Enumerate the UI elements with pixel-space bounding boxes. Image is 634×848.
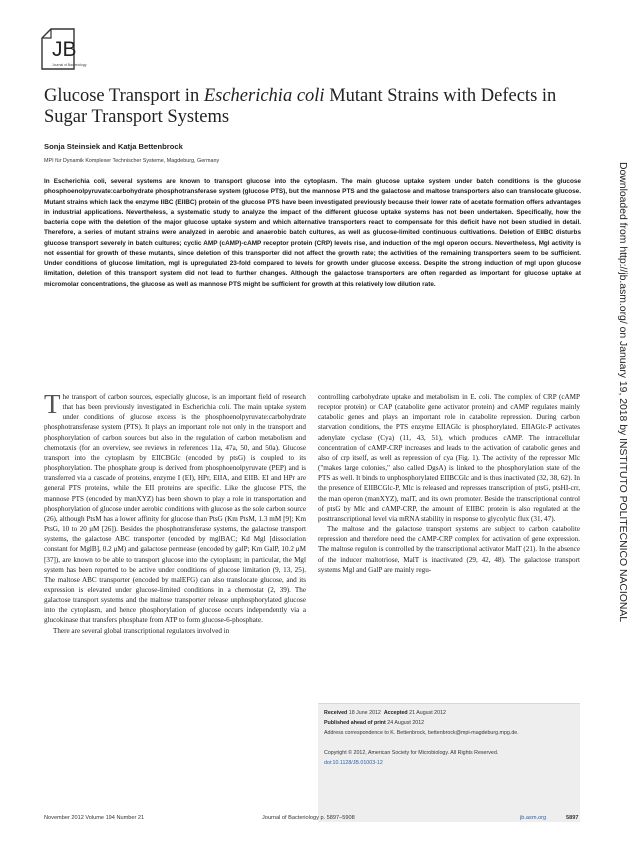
footer-page-number: 5897 [566, 815, 579, 821]
dates-row: Received 18 June 2012 Accepted 21 August 2012 [324, 710, 446, 716]
body-paragraph-2: The maltose and the galactose transport systems are subject to carbon catabolite repression and therefore need the cAMP-CRP complex for activation of gene expression. The maltose regulon is controlled by the transcriptional activator MalT (21). In the absence of the inducer maltotriose, MalT is inactivated (29, 42, 48). The galactose transport systems Mgl and GalP are mainly regu- [318, 525, 580, 574]
published-row: Published ahead of print 24 August 2012 [324, 720, 425, 726]
article-info-box [318, 703, 580, 822]
download-watermark-text: Downloaded from http://jb.asm.org/ on January 19, 2018 by INSTITUTO POLITECNICO NACIONAL [617, 162, 628, 623]
doi-link[interactable]: doi:10.1128/JB.01003-12 [324, 760, 383, 766]
author-list: Sonja Steinsiek and Katja Bettenbrock [44, 142, 183, 151]
intro-paragraph-1: The transport of carbon sources, especially glucose, is an important field of research that has been previously investigated in Escherichia coli. The main uptake system under conditions of glucose excess is the phosphoenolpyruvate:carbohydrate phosphotransferase system (PTS). It plays an important role not only in the transport and phosphorylation of carbon sources but also in the regulation of carbon metabolism and chemotaxis (for an overview, see reviews in references 11a, 47a, 50, and 50a). Glucose transport into the cytoplasm by EIICBGlc (encoded by ptsG) is coupled to its phosphorylation. The phosphate group is derived from phosphoenolpyruvate (PEP) and is transferred via a cascade of proteins, enzyme I (EI), HPr, EIIA, and EIIB. EI and HPr are general PTS proteins, while the EII proteins are specific. Like the glucose PTS, the mannose PTS (encoded by manXYZ) has been shown to play a role in transportation and phosphorylation of glucose under aerobic conditions with glucose as the sole carbon source (26), although PtsM has a lower affinity for glucose than PtsG (Km PtsM, 1.3 mM [9]; Km PtsG, 10 to 20 μM [26]). Besides the phosphotransferase systems, the galactose transport systems, the galactose ABC transporter (encoded by mglBAC; Kd Mgl [dissociation constant for MglB], 0.2 μM) and galactose permease (encoded by galP; Km GalP, 10.2 μM [37]), are known to be able to transport glucose into the cytoplasm; in particular, the Mgl system has been reported to be active under conditions of glucose limitation (9, 13, 25). The maltose ABC transporter (encoded by malEFG) can also translocate glucose, and its expression is elevated under glucose-limited conditions in a chemostat (2, 39). The galactose transport systems and the maltose transporter release unphosphorylated glucose into the cytoplasm, and hence phosphorylation of glucose occurs independently via a glucokinase that transfers phosphate from ATP to form glucose-6-phosphate. [44, 389, 306, 625]
download-watermark [616, 162, 630, 784]
journal-logo-subtext: Journal of Bacteriology [52, 63, 87, 67]
drop-cap: T [44, 389, 61, 419]
intro-paragraph-2: There are several global transcriptional regulators involved in [53, 626, 230, 635]
footer-issue: November 2012 Volume 194 Number 21 [44, 815, 145, 821]
footer-url[interactable]: jb.asm.org [520, 815, 547, 821]
affiliation: MPI für Dynamik Komplexer Technischer Systeme, Magdeburg, Germany [44, 158, 220, 164]
body-column-right [318, 392, 580, 575]
article-title: Glucose Transport in Escherichia coli Mutant Strains with Defects in Sugar Transport Systems [44, 86, 557, 127]
body-column-left [44, 389, 306, 636]
footer-journal: Journal of Bacteriology p. 5897–5908 [262, 815, 355, 821]
journal-logo-text: JB [52, 38, 77, 61]
abstract: In Escherichia coli, several systems are known to transport glucose into the cytoplasm. The main glucose uptake system under batch conditions is the glucose phosphoenolpyruvate:carbohydrate phosphotransferase system (glucose PTS), but the mannose PTS and the galactose and maltose transporters also can translocate glucose. Mutant strains which lack the enzyme IIBC (EIIBC) protein of the glucose PTS have been investigated previously because their lower rate of acetate formation offers advantages in industrial applications. Nevertheless, a systematic study to analyze the impact of the different glucose uptake systems has not been undertaken. Specifically, how the bacteria cope with the deletion of the major glucose uptake system and which alternative transporters react to compensate for this deficit have not been studied in detail. Therefore, a series of mutant strains were analyzed in aerobic and anaerobic batch cultures, as well as glucose-limited continuous cultivations. Deletion of EIIBC disturbs glucose transport severely in batch cultures; cyclic AMP (cAMP)-cAMP receptor protein (CRP) levels rise, and induction of the mgl operon occurs. Nevertheless, Mgl activity is not essential for growth of these mutants, since deletion of this transporter did not affect the growth rate; the activities of the remaining transporters seem to be sufficient. Under conditions of glucose limitation, mgl is upregulated 23-fold compared to levels for growth under glucose excess. Despite the strong induction of mgl upon glucose limitation, deletion of this transport system did not lead to further changes. Although the galactose transporters are often regarded as important for glucose uptake at micromolar concentrations, the glucose as well as mannose PTS might be sufficient for growth at this relatively low dilution rate. [44, 178, 581, 288]
correspondence-address: Address correspondence to K. Bettenbrock, bettenbrock@mpi-magdeburg.mpg.de. [324, 730, 519, 736]
body-paragraph-1: controlling carbohydrate uptake and metabolism in E. coli. The complex of CRP (cAMP receptor protein) or CAP (catabolite gene activator protein) and cAMP regulates mainly catabolic genes and plays an important role in catabolite repression. During carbon starvation conditions, the PTS enzyme EIIAGlc is phosphorylated. EIIAGlc-P activates adenylate cyclase (Cya) (11, 43, 51), which produces cAMP. The intracellular concentration of cAMP-CRP increases and leads to the activation of catabolic genes and also of crp itself, as well as repression of cya (Fig. 1). The activity of the repressor Mlc ("makes large colonies," also called DgsA) is linked to the phosphorylation state of the PTS as well. It binds to unphosphorylated EIIBCGlc and is thus inactivated (32, 38, 62). In the presence of EIIBCGlc-P, Mlc is released and represses transcription of ptsG, ptsHI-crr, the man operon (manXYZ), malT, and its own promoter. Beside the transcriptional control of ptsG by Mlc and cAMP-CRP, the amount of EIIBC protein is also regulated at the posttranscriptional level via mRNA stability in response to glycolytic flux (31, 47). [318, 393, 580, 523]
copyright-notice: Copyright © 2012, American Society for Microbiology. All Rights Reserved. [324, 750, 499, 756]
